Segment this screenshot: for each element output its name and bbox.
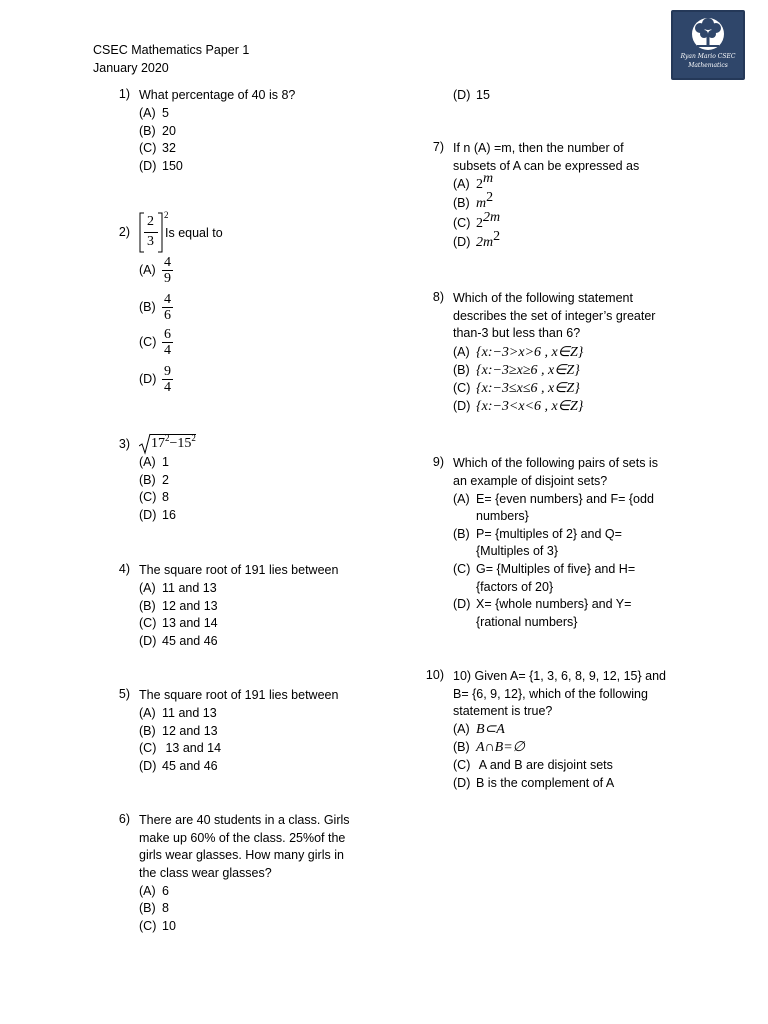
- option-c: (C) $2^{2m}$: [453, 210, 501, 231]
- question-number: 4): [118, 562, 130, 576]
- option-b: (B) 2: [139, 472, 169, 487]
- question-number: 9): [432, 455, 444, 469]
- fraction-denominator: 3: [147, 234, 154, 249]
- option-c: (C) 10: [139, 918, 176, 933]
- logo: [671, 10, 745, 80]
- option-b: (B) 12 and 13: [139, 598, 218, 613]
- option-d: (D) 16: [139, 507, 176, 522]
- question-6: [106, 812, 406, 942]
- question-10: [420, 668, 740, 798]
- question-text: There are 40 students in a class. Girls make up 60% of the class. 25%of the girls wear glasses. How many girls in the class wear glasses?: [139, 813, 350, 880]
- question-5: [106, 687, 406, 777]
- option-c: (C) 13 and 14: [139, 741, 222, 755]
- question-4: [106, 562, 406, 652]
- option-c: (C) 32: [139, 141, 176, 155]
- question-8: [420, 290, 720, 420]
- option-a: (A) {x:−3>x>6 , x∈Z}: [453, 345, 584, 360]
- option-a: (A) $\frac{4}{9}$: [139, 255, 171, 286]
- option-d: (D) 45 and 46: [139, 758, 218, 773]
- paper-date: January 2020: [93, 61, 169, 75]
- option-a: (A) B⊂A: [453, 722, 505, 737]
- square-root-expression: $17^2-15^2$: [139, 433, 219, 455]
- question-number: 7): [432, 140, 444, 154]
- option-a: (A) 1: [139, 455, 169, 469]
- question-text: The square root of 191 lies between: [139, 563, 339, 577]
- question-1: [106, 87, 406, 177]
- option-a: (A) 6: [139, 883, 169, 898]
- question-text: What percentage of 40 is 8?: [139, 88, 296, 102]
- question-text: Is equal to: [165, 226, 223, 240]
- option-a: (A) 2$^m$: [453, 171, 494, 192]
- question-text: If n (A) =m, then the number of subsets of A can be expressed as: [453, 141, 640, 173]
- option-d: (D) X= {whole numbers} and Y= {rational numbers}: [453, 597, 632, 629]
- tree-icon: [673, 12, 743, 78]
- option-c: (C) A and B are disjoint sets: [453, 758, 613, 772]
- question-number: 5): [118, 687, 130, 701]
- question-2: [106, 212, 406, 402]
- question-number: 6): [118, 812, 130, 826]
- option-c: (C) 13 and 14: [139, 616, 218, 630]
- question-text: Which of the following statement describes the set of integer’s greater than-3 but less than 6?: [453, 291, 656, 341]
- question-6-option-d: (D) 15: [453, 88, 490, 102]
- question-7: [420, 140, 720, 260]
- question-9: [420, 455, 720, 635]
- option-c: (C) 8: [139, 490, 169, 504]
- question-number: 1): [118, 87, 130, 101]
- question-text: The square root of 191 lies between: [139, 688, 339, 702]
- option-d: (D) B is the complement of A: [453, 776, 615, 790]
- question-number: 2): [118, 225, 130, 239]
- option-c: (C) $\frac{6}{4}$: [139, 327, 171, 358]
- option-b: (B) 12 and 13: [139, 723, 218, 738]
- option-b: (B) 8: [139, 901, 169, 915]
- logo-text-2: Mathematics: [688, 62, 728, 69]
- question-text: Which of the following pairs of sets is an example of disjoint sets?: [453, 456, 658, 488]
- option-c: (C) G= {Multiples of five} and H= {factors of 20}: [453, 562, 636, 594]
- option-a: (A) 5: [139, 106, 169, 120]
- question-number: 3): [118, 437, 130, 451]
- option-b: (B) {x:−3≥x≥6 , x∈Z}: [453, 363, 580, 378]
- option-d: (D) 45 and 46: [139, 633, 218, 648]
- logo-text-1: Ryan Mario CSEC: [680, 53, 736, 60]
- option-b: (B) A∩B=∅: [453, 740, 525, 755]
- question-text: 10) Given A= {1, 3, 6, 8, 9, 12, 15} and B= {6, 9, 12}, which of the following statement is true?: [453, 669, 667, 719]
- exponent: 2: [164, 210, 169, 220]
- option-d: (D) $2m^2$: [453, 229, 501, 250]
- option-d: (D) {x:−3<x<6 , x∈Z}: [453, 399, 584, 414]
- paper-title: CSEC Mathematics Paper 1: [93, 43, 250, 57]
- option-c: (C) {x:−3≤x≤6 , x∈Z}: [453, 381, 580, 396]
- option-a: (A) 11 and 13: [139, 581, 217, 595]
- option-a: (A) 11 and 13: [139, 706, 217, 720]
- option-b: (B) $\frac{4}{6}$: [139, 292, 171, 323]
- option-d: (D) $\frac{9}{4}$: [139, 364, 171, 395]
- fraction-numerator: 2: [147, 214, 154, 229]
- question-number: 8): [432, 290, 444, 304]
- option-b: (B) $m^2$: [453, 190, 494, 211]
- option-b: (B) 20: [139, 123, 176, 138]
- option-d: (D) 150: [139, 158, 183, 173]
- option-b: (B) P= {multiples of 2} and Q= {Multiples of 3}: [453, 526, 622, 559]
- question-number: 10): [425, 668, 444, 682]
- question-3: [106, 433, 406, 528]
- option-a: (A) E= {even numbers} and F= {odd numbers}: [453, 491, 654, 524]
